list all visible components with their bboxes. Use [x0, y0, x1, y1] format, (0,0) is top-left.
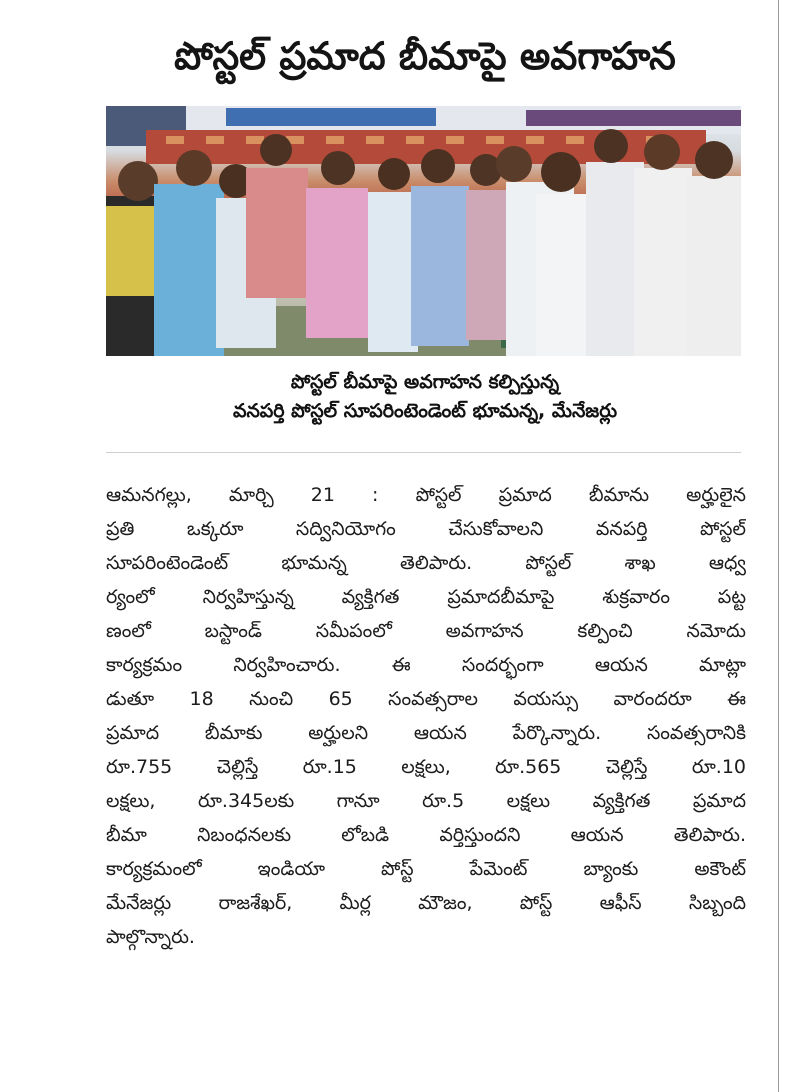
column-divider	[778, 0, 779, 1092]
article-headline: పోస్టల్ ప్రమాద బీమాపై అవగాహన	[174, 34, 676, 78]
body-line: కార్యక్రమంలో ఇండియా పోస్ట్ పేమెంట్ బ్యాంకు అకౌంట్	[106, 858, 746, 880]
body-line: ప్రతి ఒక్కరూ సద్వినియోగం చేసుకోవాలని వనపర్తి పోస్టల్	[106, 518, 746, 540]
body-line: ఆమనగల్లు, మార్చి 21 : పోస్టల్ ప్రమాద బీమాను అర్హులైన	[106, 484, 746, 506]
body-line: బీమా నిబంధనలకు లోబడి వర్తిస్తుందని ఆయన తెలిపారు.	[106, 824, 746, 846]
body-line: ర్యంలో నిర్వహిస్తున్న వ్యక్తిగత ప్రమాదబీమాపై శుక్రవారం పట్ట	[106, 586, 746, 608]
photo-caption	[100, 368, 750, 426]
body-line: ణంలో బస్టాండ్ సమీపంలో అవగాహన కల్పించి నమోదు	[106, 620, 746, 642]
body-line: లక్షలు, రూ.345లకు గానూ రూ.5 లక్షలు వ్యక్తిగత ప్రమాద	[106, 790, 746, 812]
group-photo-icon	[106, 106, 741, 356]
caption-line: వనపర్తి పోస్టల్ సూపరింటెండెంట్ భూమన్న, మేనేజర్లు	[232, 400, 618, 422]
caption-line: పోస్టల్ బీమాపై అవగాహన కల్పిస్తున్న	[290, 371, 560, 393]
body-line: సూపరింటెండెంట్ భూమన్న తెలిపారు. పోస్టల్ శాఖ ఆధ్వ	[106, 552, 746, 574]
body-line: పాల్గొన్నారు.	[106, 926, 195, 948]
body-line: డుతూ 18 నుంచి 65 సంవత్సరాల వయస్సు వారందరూ ఈ	[106, 688, 746, 710]
article-body	[106, 478, 746, 954]
news-photo	[106, 106, 741, 356]
body-line: ప్రమాద బీమాకు అర్హులని ఆయన పేర్కొన్నారు. సంవత్సరానికి	[106, 722, 746, 744]
body-line: కార్యక్రమం నిర్వహించారు. ఈ సందర్భంగా ఆయన మాట్లా	[106, 654, 746, 676]
previous-article-fragment	[108, 0, 258, 6]
caption-divider	[106, 452, 741, 453]
body-line: మేనేజర్లు రాజశేఖర్, మీర్ల మౌజం, పోస్ట్ ఆఫీస్ సిబ్బంది	[106, 892, 746, 914]
body-line: రూ.755 చెల్లిస్తే రూ.15 లక్షలు, రూ.565 చెల్లిస్తే రూ.10	[106, 756, 746, 778]
